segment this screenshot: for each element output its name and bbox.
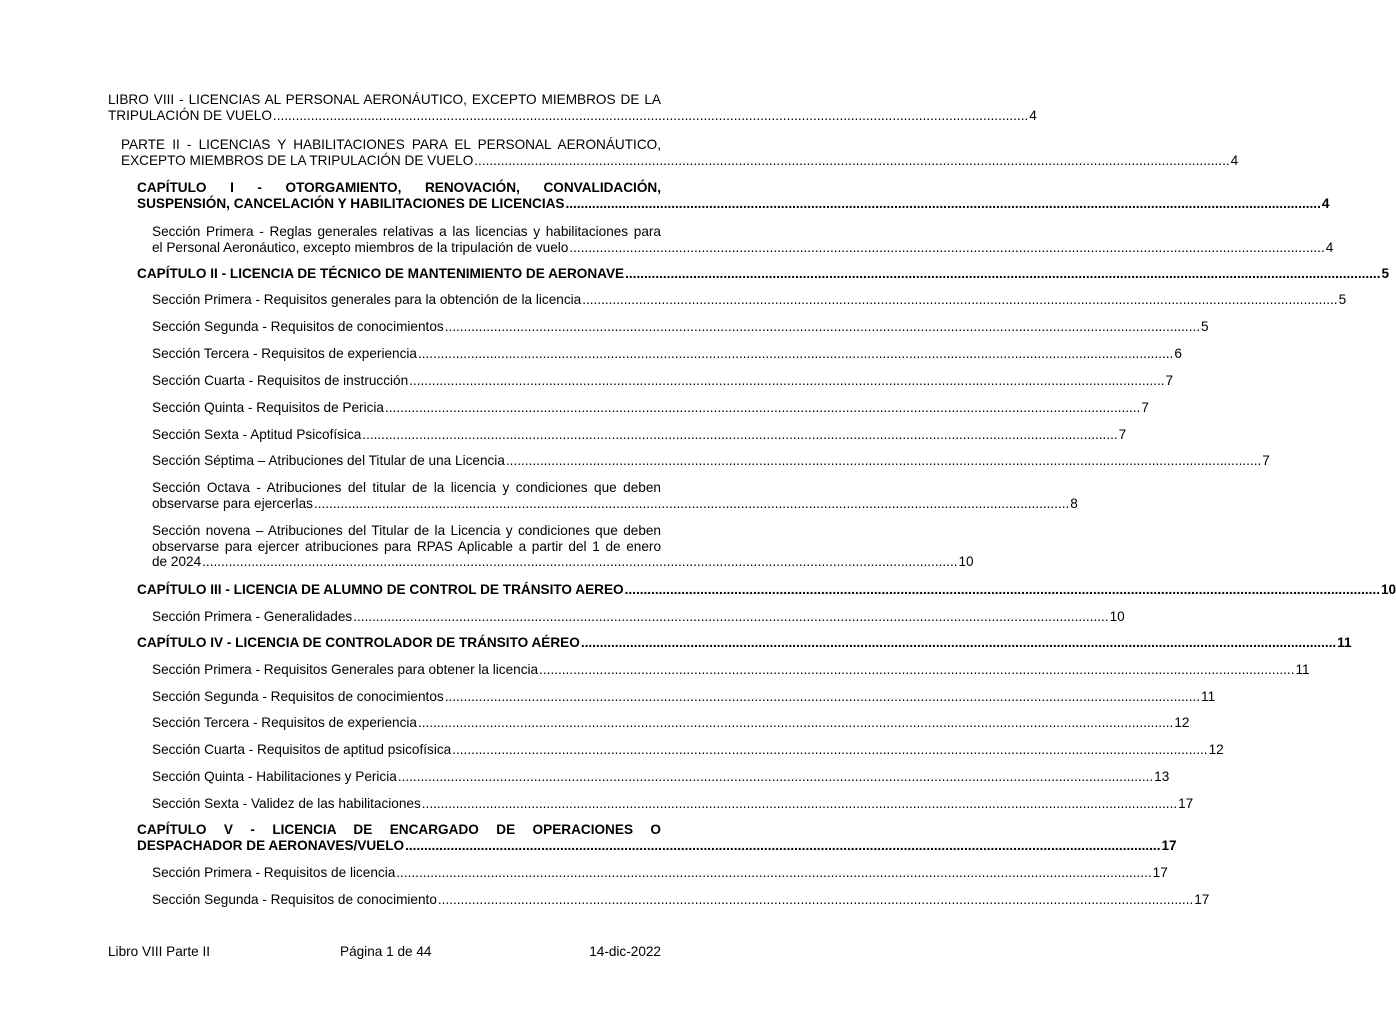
toc-entry-text: Sección Octava - Atribuciones del titular de la licencia y condiciones que deben	[152, 480, 661, 495]
toc-page-number: 10	[1109, 609, 1125, 624]
toc-entry-last-line	[152, 453, 1270, 469]
toc-entry[interactable]	[152, 523, 974, 570]
dot-leader: ........................................................................................................................................................................................................	[444, 319, 1201, 334]
dot-leader: ........................................................................................................................................................................................................	[452, 742, 1208, 757]
toc-entry-last-line	[152, 373, 1174, 389]
toc-entry-last-line	[152, 715, 1190, 731]
dot-leader: ........................................................................................................................................................................................................	[313, 495, 1070, 511]
toc-entry-last-line	[152, 400, 1149, 416]
dot-leader: ........................................................................................................................................................................................................	[409, 373, 1165, 388]
toc-entry-last-line	[152, 239, 1334, 256]
toc-entry[interactable]	[152, 742, 1224, 758]
toc-entry-text: CAPÍTULO III - LICENCIA DE ALUMNO DE CONTROL DE TRÁNSITO AEREO	[137, 582, 624, 597]
toc-page-number: 10	[1380, 582, 1396, 597]
page-footer	[108, 944, 661, 960]
toc-page-number: 7	[1118, 427, 1127, 442]
toc-entry[interactable]	[137, 180, 1330, 211]
toc-page-number: 11	[1295, 662, 1310, 677]
toc-entry-last-line	[152, 427, 1127, 443]
toc-entry[interactable]	[152, 224, 1334, 255]
toc-entry-text: Sección Cuarta - Requisitos de aptitud psicofísica	[152, 742, 452, 757]
toc-entry[interactable]	[152, 715, 1190, 731]
toc-entry[interactable]	[121, 137, 1239, 168]
toc-entry-last-line	[108, 107, 1037, 124]
toc-page-number: 17	[1152, 865, 1168, 880]
dot-leader: ........................................................................................................................................................................................................	[405, 837, 1161, 853]
toc-entry-last-line	[152, 609, 1125, 625]
toc-entry-last-line	[152, 892, 1210, 908]
toc-entry-text: Sección Cuarta - Requisitos de instrucción	[152, 373, 409, 388]
dot-leader: ........................................................................................................................................................................................................	[417, 715, 1174, 730]
toc-entry-last-line	[152, 742, 1224, 758]
dot-leader: ........................................................................................................................................................................................................	[417, 346, 1174, 361]
toc-entry-text: TRIPULACIÓN DE VUELO	[108, 107, 272, 123]
toc-entry-text: Sección novena – Atribuciones del Titular de la Licencia y condiciones que deben	[152, 523, 661, 538]
dot-leader: ........................................................................................................................................................................................................	[437, 892, 1194, 907]
toc-entry-text: EXCEPTO MIEMBROS DE LA TRIPULACIÓN DE VUELO	[121, 152, 474, 168]
toc-entry-text: Sección Segunda - Requisitos de conocimientos	[152, 319, 444, 334]
toc-entry[interactable]	[152, 400, 1149, 416]
toc-entry[interactable]	[152, 480, 1078, 511]
dot-leader: ........................................................................................................................................................................................................	[505, 453, 1262, 468]
toc-entry[interactable]	[152, 865, 1168, 881]
dot-leader: ........................................................................................................................................................................................................	[539, 662, 1295, 677]
toc-page-number: 17	[1178, 796, 1194, 811]
toc-page-number: 17	[1161, 837, 1177, 853]
dot-leader: ........................................................................................................................................................................................................	[625, 266, 1381, 281]
toc-entry-text: Sección Primera - Requisitos generales para la obtención de la licencia	[152, 292, 582, 307]
toc-entry[interactable]	[152, 373, 1174, 389]
toc-page-number: 8	[1070, 495, 1078, 511]
toc-page-number: 7	[1262, 453, 1270, 468]
toc-entry-last-line	[152, 865, 1168, 881]
toc-entry-text: Sección Primera - Requisitos Generales para obtener la licencia	[152, 662, 539, 677]
toc-page-number: 4	[1230, 152, 1239, 168]
dot-leader: ........................................................................................................................................................................................................	[569, 239, 1325, 255]
toc-entry[interactable]	[108, 92, 1037, 123]
toc-page-number: 11	[1201, 689, 1216, 704]
toc-entry[interactable]	[152, 427, 1127, 443]
dot-leader: ........................................................................................................................................................................................................	[580, 635, 1337, 650]
toc-page-number: 5	[1338, 292, 1347, 307]
toc-entry[interactable]	[152, 662, 1310, 678]
dot-leader: ........................................................................................................................................................................................................	[565, 195, 1321, 211]
toc-entry[interactable]	[137, 635, 1352, 651]
toc-entry-text: Sección Sexta - Aptitud Psicofísica	[152, 427, 362, 442]
toc-entry-text: Sección Segunda - Requisitos de conocimientos	[152, 689, 444, 704]
toc-page-number: 10	[958, 554, 974, 570]
toc-entry-last-line	[137, 837, 1177, 854]
toc-entry-last-line	[137, 195, 1330, 212]
dot-leader: ........................................................................................................................................................................................................	[474, 152, 1230, 168]
toc-entry[interactable]	[152, 689, 1216, 705]
toc-entry-text: SUSPENSIÓN, CANCELACIÓN Y HABILITACIONES DE LICENCIAS	[137, 195, 565, 211]
toc-entry-last-line	[152, 346, 1182, 362]
dot-leader: ........................................................................................................................................................................................................	[272, 107, 1029, 123]
dot-leader: ........................................................................................................................................................................................................	[421, 796, 1178, 811]
toc-entry-last-line	[152, 769, 1170, 785]
toc-entry-last-line	[137, 582, 1396, 598]
dot-leader: ........................................................................................................................................................................................................	[624, 582, 1380, 597]
toc-entry-last-line	[121, 152, 1239, 169]
toc-page-number: 11	[1337, 635, 1352, 650]
toc-entry-last-line	[152, 796, 1194, 812]
toc-entry-text: Sección Quinta - Requisitos de Pericia	[152, 400, 384, 415]
toc-entry-text: CAPÍTULO II - LICENCIA DE TÉCNICO DE MANTENIMIENTO DE AERONAVE	[137, 266, 625, 281]
toc-entry-last-line	[137, 635, 1352, 651]
toc-page-number: 12	[1208, 742, 1224, 757]
toc-page-number: 4	[1029, 107, 1037, 123]
toc-entry[interactable]	[152, 609, 1125, 625]
toc-entry-text: Sección Tercera - Requisitos de experiencia	[152, 346, 417, 361]
toc-entry[interactable]	[152, 892, 1210, 908]
toc-entry-text: PARTE II - LICENCIAS Y HABILITACIONES PARA EL PERSONAL AERONÁUTICO,	[121, 137, 661, 152]
toc-entry[interactable]	[152, 319, 1209, 335]
dot-leader: ........................................................................................................................................................................................................	[444, 689, 1201, 704]
toc-page-number: 4	[1321, 195, 1330, 211]
toc-entry[interactable]	[152, 769, 1170, 785]
toc-entry-text: Sección Quinta - Habilitaciones y Pericia	[152, 769, 397, 784]
toc-page-number: 6	[1174, 346, 1182, 361]
toc-entry-text: CAPÍTULO IV - LICENCIA DE CONTROLADOR DE TRÁNSITO AÉREO	[137, 635, 580, 650]
toc-entry-last-line	[152, 292, 1347, 308]
toc-entry-text: Sección Tercera - Requisitos de experiencia	[152, 715, 417, 730]
dot-leader: ........................................................................................................................................................................................................	[396, 865, 1152, 880]
toc-page-number: 5	[1201, 319, 1209, 334]
toc-entry-text: Sección Sexta - Validez de las habilitaciones	[152, 796, 421, 811]
toc-entry-text: Sección Primera - Requisitos de licencia	[152, 865, 396, 880]
toc-entry-text: LIBRO VIII - LICENCIAS AL PERSONAL AERONÁUTICO, EXCEPTO MIEMBROS DE LA	[108, 92, 661, 107]
toc-entry-text: observarse para ejercerlas	[152, 495, 313, 511]
footer-date: 14-dic-2022	[589, 944, 661, 959]
dot-leader: ........................................................................................................................................................................................................	[353, 609, 1109, 624]
toc-page-number: 5	[1381, 266, 1390, 281]
toc-page-number: 4	[1325, 239, 1334, 255]
toc-entry-last-line	[152, 495, 1078, 512]
toc-entry-last-line	[152, 689, 1216, 705]
toc-entry-text: observarse para ejercer atribuciones para RPAS Aplicable a partir del 1 de enero	[152, 538, 661, 554]
dot-leader: ........................................................................................................................................................................................................	[397, 769, 1154, 784]
toc-entry-text: CAPÍTULO I - OTORGAMIENTO, RENOVACIÓN, CONVALIDACIÓN,	[137, 180, 661, 195]
toc-entry[interactable]	[152, 346, 1182, 362]
footer-document-name: Libro VIII Parte II	[108, 944, 210, 959]
toc-entry-text: Sección Primera - Generalidades	[152, 609, 353, 624]
toc-entry[interactable]	[137, 266, 1390, 282]
dot-leader: ........................................................................................................................................................................................................	[384, 400, 1141, 415]
toc-entry[interactable]	[152, 292, 1347, 308]
toc-entry-last-line	[152, 554, 974, 570]
toc-entry-text: DESPACHADOR DE AERONAVES/VUELO	[137, 837, 405, 853]
toc-entry-text: el Personal Aeronáutico, excepto miembros de la tripulación de vuelo	[152, 239, 569, 255]
toc-page-number: 13	[1154, 769, 1170, 784]
toc-entry-text: CAPÍTULO V - LICENCIA DE ENCARGADO DE OPERACIONES O	[137, 822, 661, 837]
footer-page-number: Página 1 de 44	[340, 944, 432, 959]
toc-entry-last-line	[152, 319, 1209, 335]
toc-entry-text: Sección Primera - Reglas generales relativas a las licencias y habilitaciones para	[152, 224, 661, 239]
toc-entry[interactable]	[137, 822, 1177, 853]
toc-page-number: 12	[1174, 715, 1190, 730]
toc-page-number: 7	[1165, 373, 1174, 388]
toc-entry-text: de 2024	[152, 554, 202, 570]
toc-entry-last-line	[152, 662, 1310, 678]
toc-entry-last-line	[137, 266, 1390, 282]
toc-page-number: 17	[1194, 892, 1210, 907]
toc-entry-text: Sección Séptima – Atribuciones del Titular de una Licencia	[152, 453, 505, 468]
dot-leader: ........................................................................................................................................................................................................	[202, 554, 958, 570]
toc-entry-text: Sección Segunda - Requisitos de conocimiento	[152, 892, 437, 907]
toc-entry[interactable]	[152, 796, 1194, 812]
dot-leader: ........................................................................................................................................................................................................	[582, 292, 1338, 307]
toc-entry[interactable]	[152, 453, 1270, 469]
toc-entry[interactable]	[137, 582, 1396, 598]
dot-leader: ........................................................................................................................................................................................................	[362, 427, 1118, 442]
toc-page-number: 7	[1141, 400, 1149, 415]
